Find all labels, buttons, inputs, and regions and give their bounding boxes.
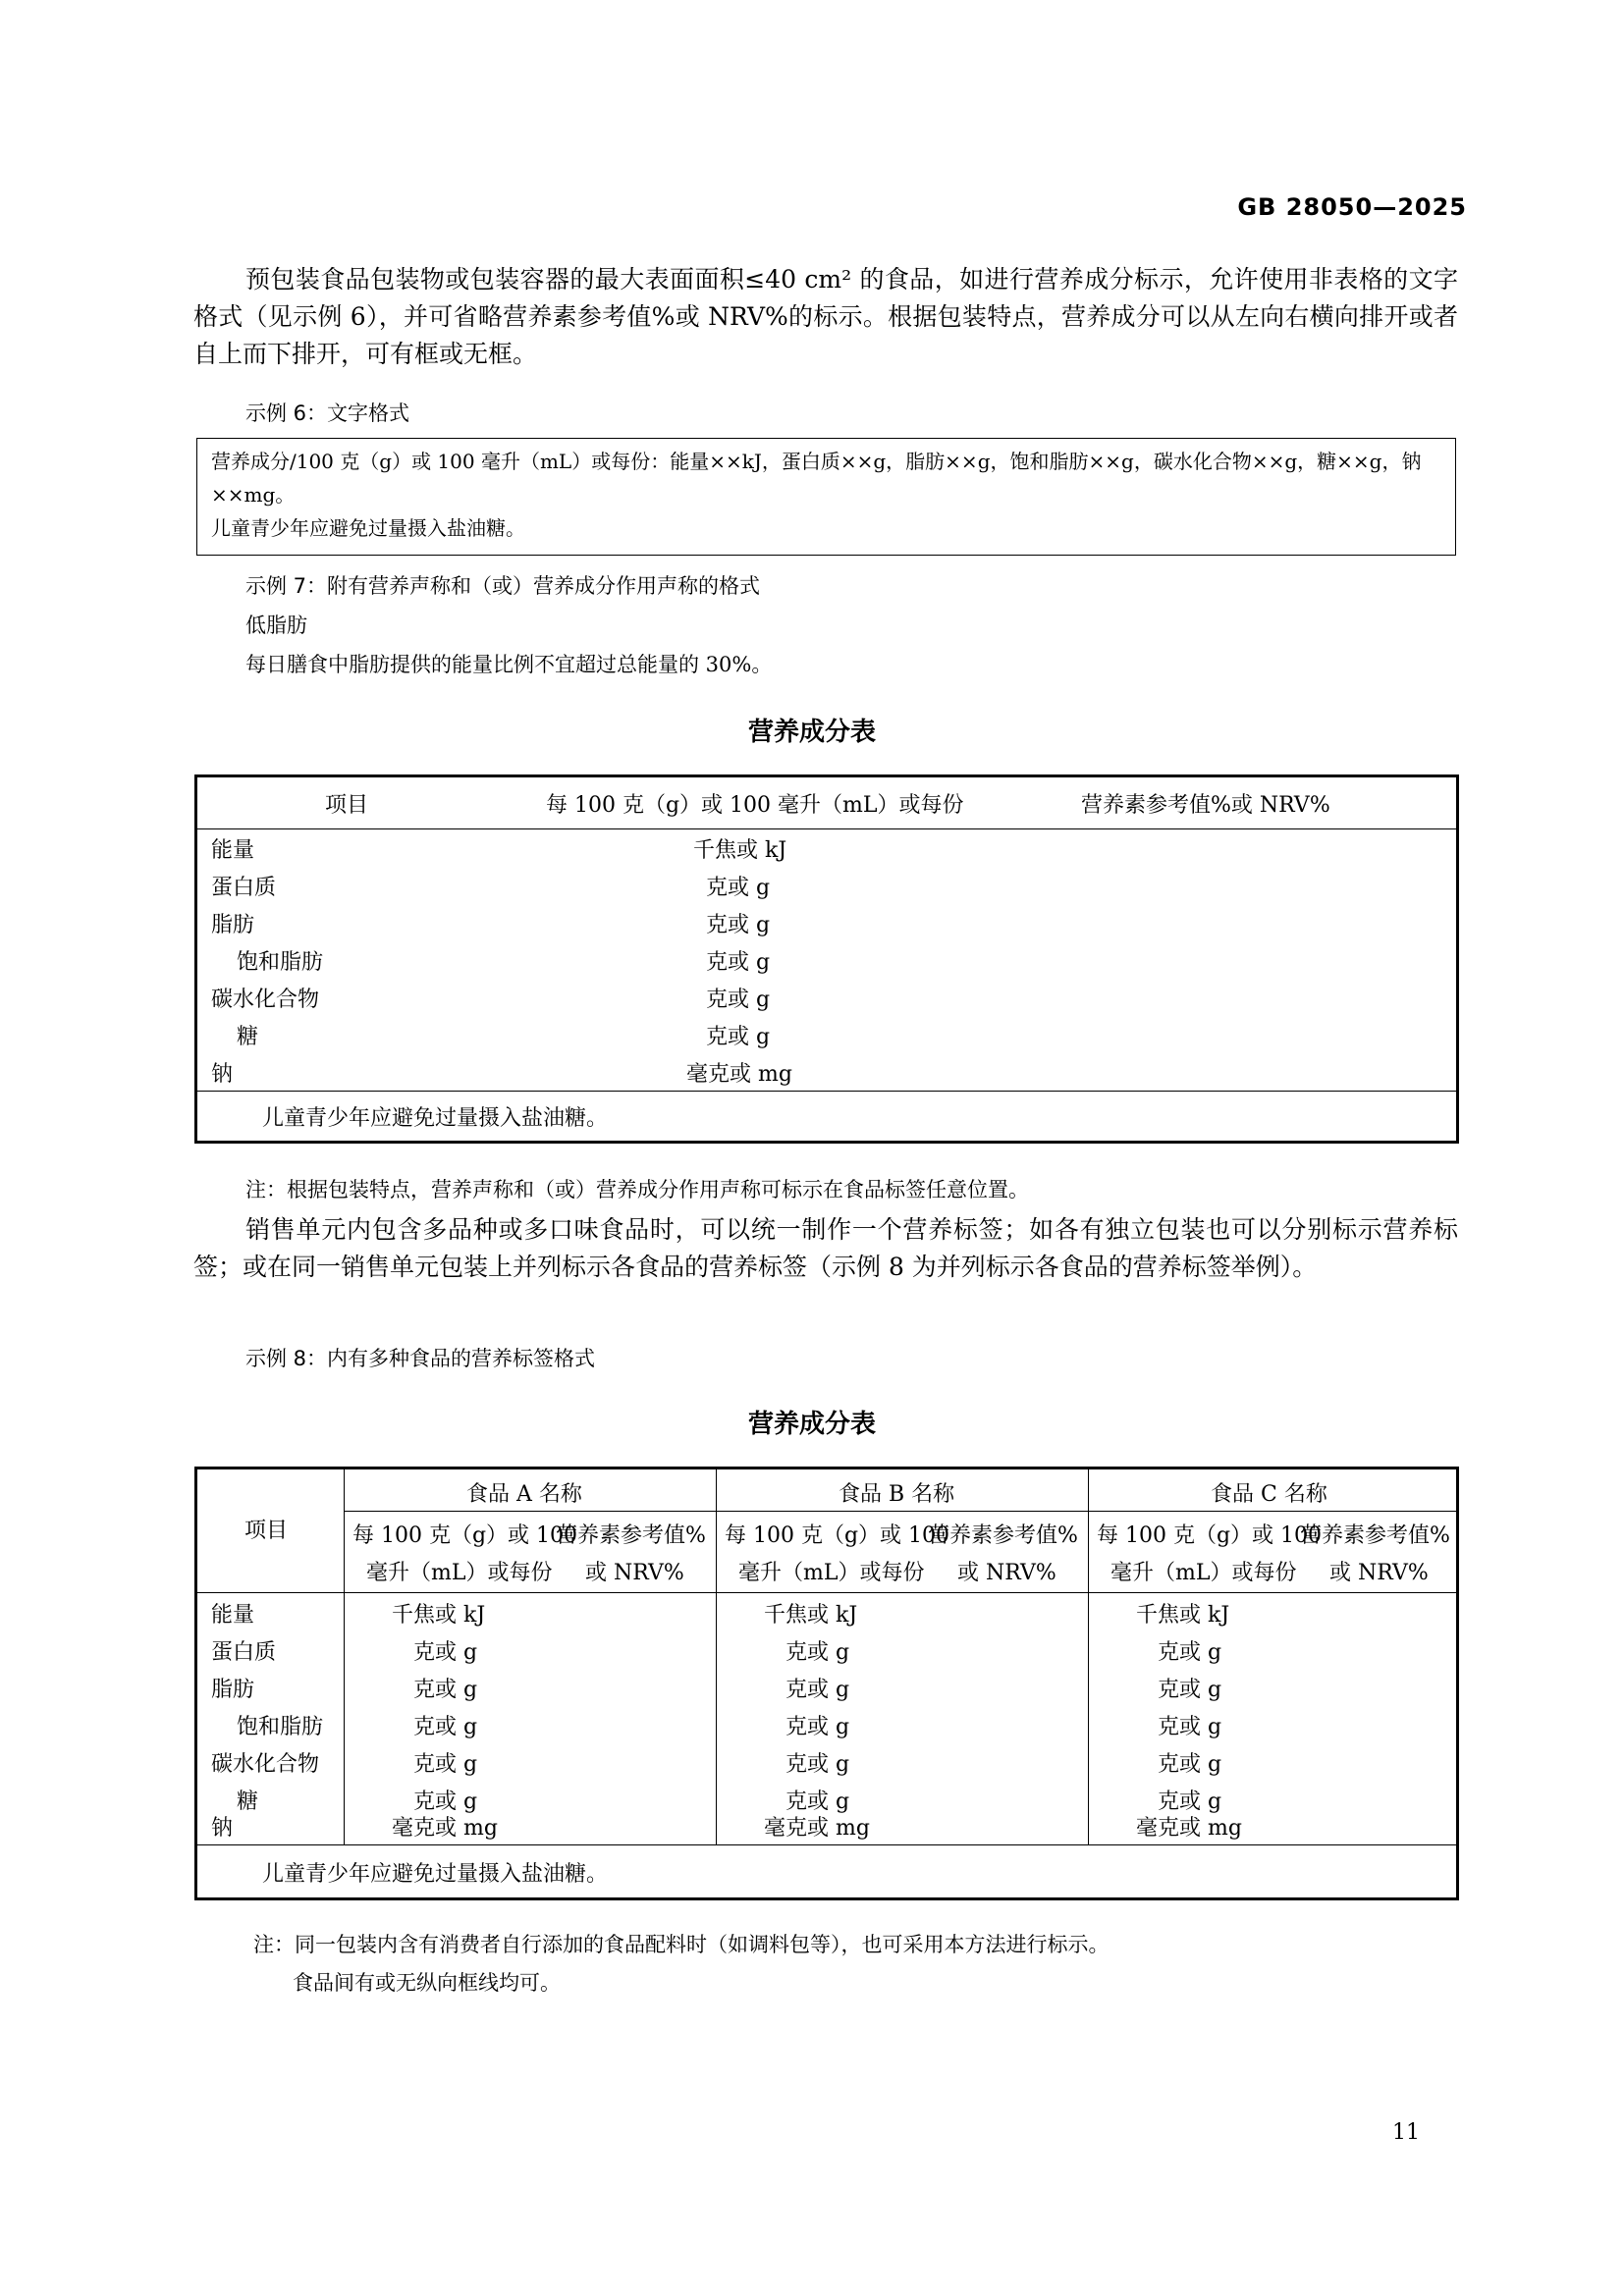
- intro-paragraph: [193, 261, 1458, 373]
- table1-unit: 毫克或 mg: [686, 1062, 792, 1087]
- example6-box: [196, 438, 1456, 556]
- table2-header-item: 项目: [244, 1519, 289, 1543]
- table2-food-c: 食品 C 名称: [1211, 1482, 1327, 1507]
- table2-unit: 克或 g: [413, 1678, 478, 1702]
- table1-footer: 儿童青少年应避免过量摄入盐油糖。: [262, 1106, 609, 1131]
- table2-unit: 千焦或 kJ: [392, 1603, 486, 1628]
- table1-unit: 克或 g: [706, 950, 771, 975]
- table1-unit: 克或 g: [706, 876, 771, 900]
- example6-title: 示例 6：文字格式: [245, 401, 410, 425]
- table2-unit: 克或 g: [413, 1752, 478, 1777]
- table2-item: 能量: [211, 1603, 255, 1628]
- intro-text: 预包装食品包装物或包装容器的最大表面面积≤40 cm² 的食品，如进行营养成分标示，允许使用非表格的文字格式（见示例 6），并可省略营养素参考值%或 NRV%的标示。根据包装特点，营养成分可以从左向右横向排开或者自上而下排开，可有框或无框。: [193, 265, 1458, 368]
- table2-unit: 克或 g: [785, 1715, 850, 1739]
- table2-divider: [1088, 1469, 1089, 1844]
- standard-number: GB 28050—2025: [1237, 193, 1467, 221]
- table2-unit: 千焦或 kJ: [1136, 1603, 1230, 1628]
- table1-header-row: [197, 777, 1456, 829]
- table2-sub-per: 毫升（mL）或每份: [1110, 1561, 1297, 1585]
- table2-sub-nrv: 营养素参考值%: [928, 1523, 1078, 1548]
- table2-sub-per: 毫升（mL）或每份: [738, 1561, 925, 1585]
- table2-item: 钠: [211, 1816, 234, 1841]
- table2-sub-per: 每 100 克（g）或 100: [1097, 1523, 1323, 1548]
- table2-item: 脂肪: [211, 1678, 255, 1702]
- table1-unit: 克或 g: [706, 913, 771, 937]
- table2-unit: 克或 g: [1158, 1752, 1222, 1777]
- table2-unit: 千焦或 kJ: [764, 1603, 858, 1628]
- nutrition-table-1: [194, 774, 1459, 1144]
- table2-food-a: 食品 A 名称: [466, 1482, 582, 1507]
- table1-caption: 营养成分表: [747, 718, 876, 747]
- table2-divider: [344, 1511, 1459, 1512]
- table2-unit: 克或 g: [785, 1752, 850, 1777]
- example7-claim: 低脂肪: [245, 614, 307, 637]
- table2-unit: 克或 g: [1158, 1715, 1222, 1739]
- table2-caption: 营养成分表: [747, 1410, 876, 1439]
- table2-sub-per: 每 100 克（g）或 100: [352, 1523, 578, 1548]
- table2-unit: 克或 g: [1158, 1640, 1222, 1665]
- table2-unit: 克或 g: [785, 1678, 850, 1702]
- table2-sub-nrv: 或 NRV%: [1329, 1561, 1429, 1585]
- table2-divider: [197, 1592, 1459, 1593]
- page-number: 11: [1392, 2120, 1420, 2145]
- table2-divider: [197, 1844, 1459, 1845]
- example6-box-line1: 营养成分/100 克（g）或 100 毫升（mL）或每份：能量××kJ，蛋白质××g，脂肪××g，饱和脂肪××g，碳水化合物××g，糖××g，钠××mg。: [211, 450, 1422, 507]
- table2-unit: 克或 g: [785, 1789, 850, 1814]
- example6-box-line2: 儿童青少年应避免过量摄入盐油糖。: [211, 516, 525, 540]
- table2-sub-nrv: 营养素参考值%: [1300, 1523, 1450, 1548]
- table2-unit: 毫克或 mg: [1136, 1816, 1242, 1841]
- table2-sub-nrv: 或 NRV%: [585, 1561, 684, 1585]
- table1-item: 蛋白质: [211, 876, 277, 900]
- paragraph-2-text: 销售单元内包含多品种或多口味食品时，可以统一制作一个营养标签；如各有独立包装也可以分别标示营养标签；或在同一销售单元包装上并列标示各食品的营养标签（示例 8 为并列标示各食品的营养标签举例）。: [193, 1215, 1458, 1281]
- table2-unit: 克或 g: [413, 1715, 478, 1739]
- table2-sub-per: 每 100 克（g）或 100: [725, 1523, 950, 1548]
- table1-unit: 千焦或 kJ: [693, 838, 787, 863]
- note-2-line1: 注：同一包装内含有消费者自行添加的食品配料时（如调料包等），也可采用本方法进行标示。: [253, 1933, 1110, 1956]
- nutrition-table-2: [194, 1467, 1459, 1900]
- table1-unit: 克或 g: [706, 988, 771, 1012]
- table1-footer-row: [197, 1091, 1456, 1141]
- table1-item: 饱和脂肪: [237, 950, 324, 975]
- table2-sub-nrv: 营养素参考值%: [556, 1523, 706, 1548]
- table1-item: 碳水化合物: [211, 988, 320, 1012]
- example7-title: 示例 7：附有营养声称和（或）营养成分作用声称的格式: [245, 574, 761, 598]
- table2-unit: 克或 g: [1158, 1678, 1222, 1702]
- table2-unit: 毫克或 mg: [392, 1816, 498, 1841]
- note-1: 注：根据包装特点，营养声称和（或）营养成分作用声称可标示在食品标签任意位置。: [245, 1178, 1029, 1201]
- table2-item: 碳水化合物: [211, 1752, 320, 1777]
- table1-item: 钠: [211, 1062, 234, 1087]
- table2-unit: 克或 g: [785, 1640, 850, 1665]
- table2-item: 糖: [237, 1789, 259, 1814]
- table2-unit: 克或 g: [413, 1789, 478, 1814]
- table2-unit: 克或 g: [1158, 1789, 1222, 1814]
- table1-header-per: 每 100 克（g）或 100 毫升（mL）或每份: [546, 793, 964, 818]
- table1-item: 能量: [211, 838, 255, 863]
- table1-item: 糖: [237, 1025, 259, 1049]
- table1-header-nrv: 营养素参考值%或 NRV%: [1081, 793, 1330, 818]
- table1-unit: 克或 g: [706, 1025, 771, 1049]
- table2-unit: 克或 g: [413, 1640, 478, 1665]
- note-2-line2: 食品间有或无纵向框线均可。: [293, 1971, 561, 1995]
- table1-header-item: 项目: [325, 793, 369, 818]
- table2-food-b: 食品 B 名称: [839, 1482, 955, 1507]
- table2-unit: 毫克或 mg: [764, 1816, 870, 1841]
- paragraph-2: [193, 1211, 1458, 1286]
- table2-footer: 儿童青少年应避免过量摄入盐油糖。: [262, 1862, 609, 1887]
- table2-divider: [344, 1469, 345, 1844]
- table2-sub-nrv: 或 NRV%: [957, 1561, 1056, 1585]
- table1-item: 脂肪: [211, 913, 255, 937]
- table2-sub-per: 毫升（mL）或每份: [366, 1561, 553, 1585]
- table2-item: 饱和脂肪: [237, 1715, 324, 1739]
- example8-title: 示例 8：内有多种食品的营养标签格式: [245, 1347, 596, 1370]
- table2-item: 蛋白质: [211, 1640, 277, 1665]
- table2-divider: [716, 1469, 717, 1844]
- example7-function-claim: 每日膳食中脂肪提供的能量比例不宜超过总能量的 30%。: [245, 653, 773, 676]
